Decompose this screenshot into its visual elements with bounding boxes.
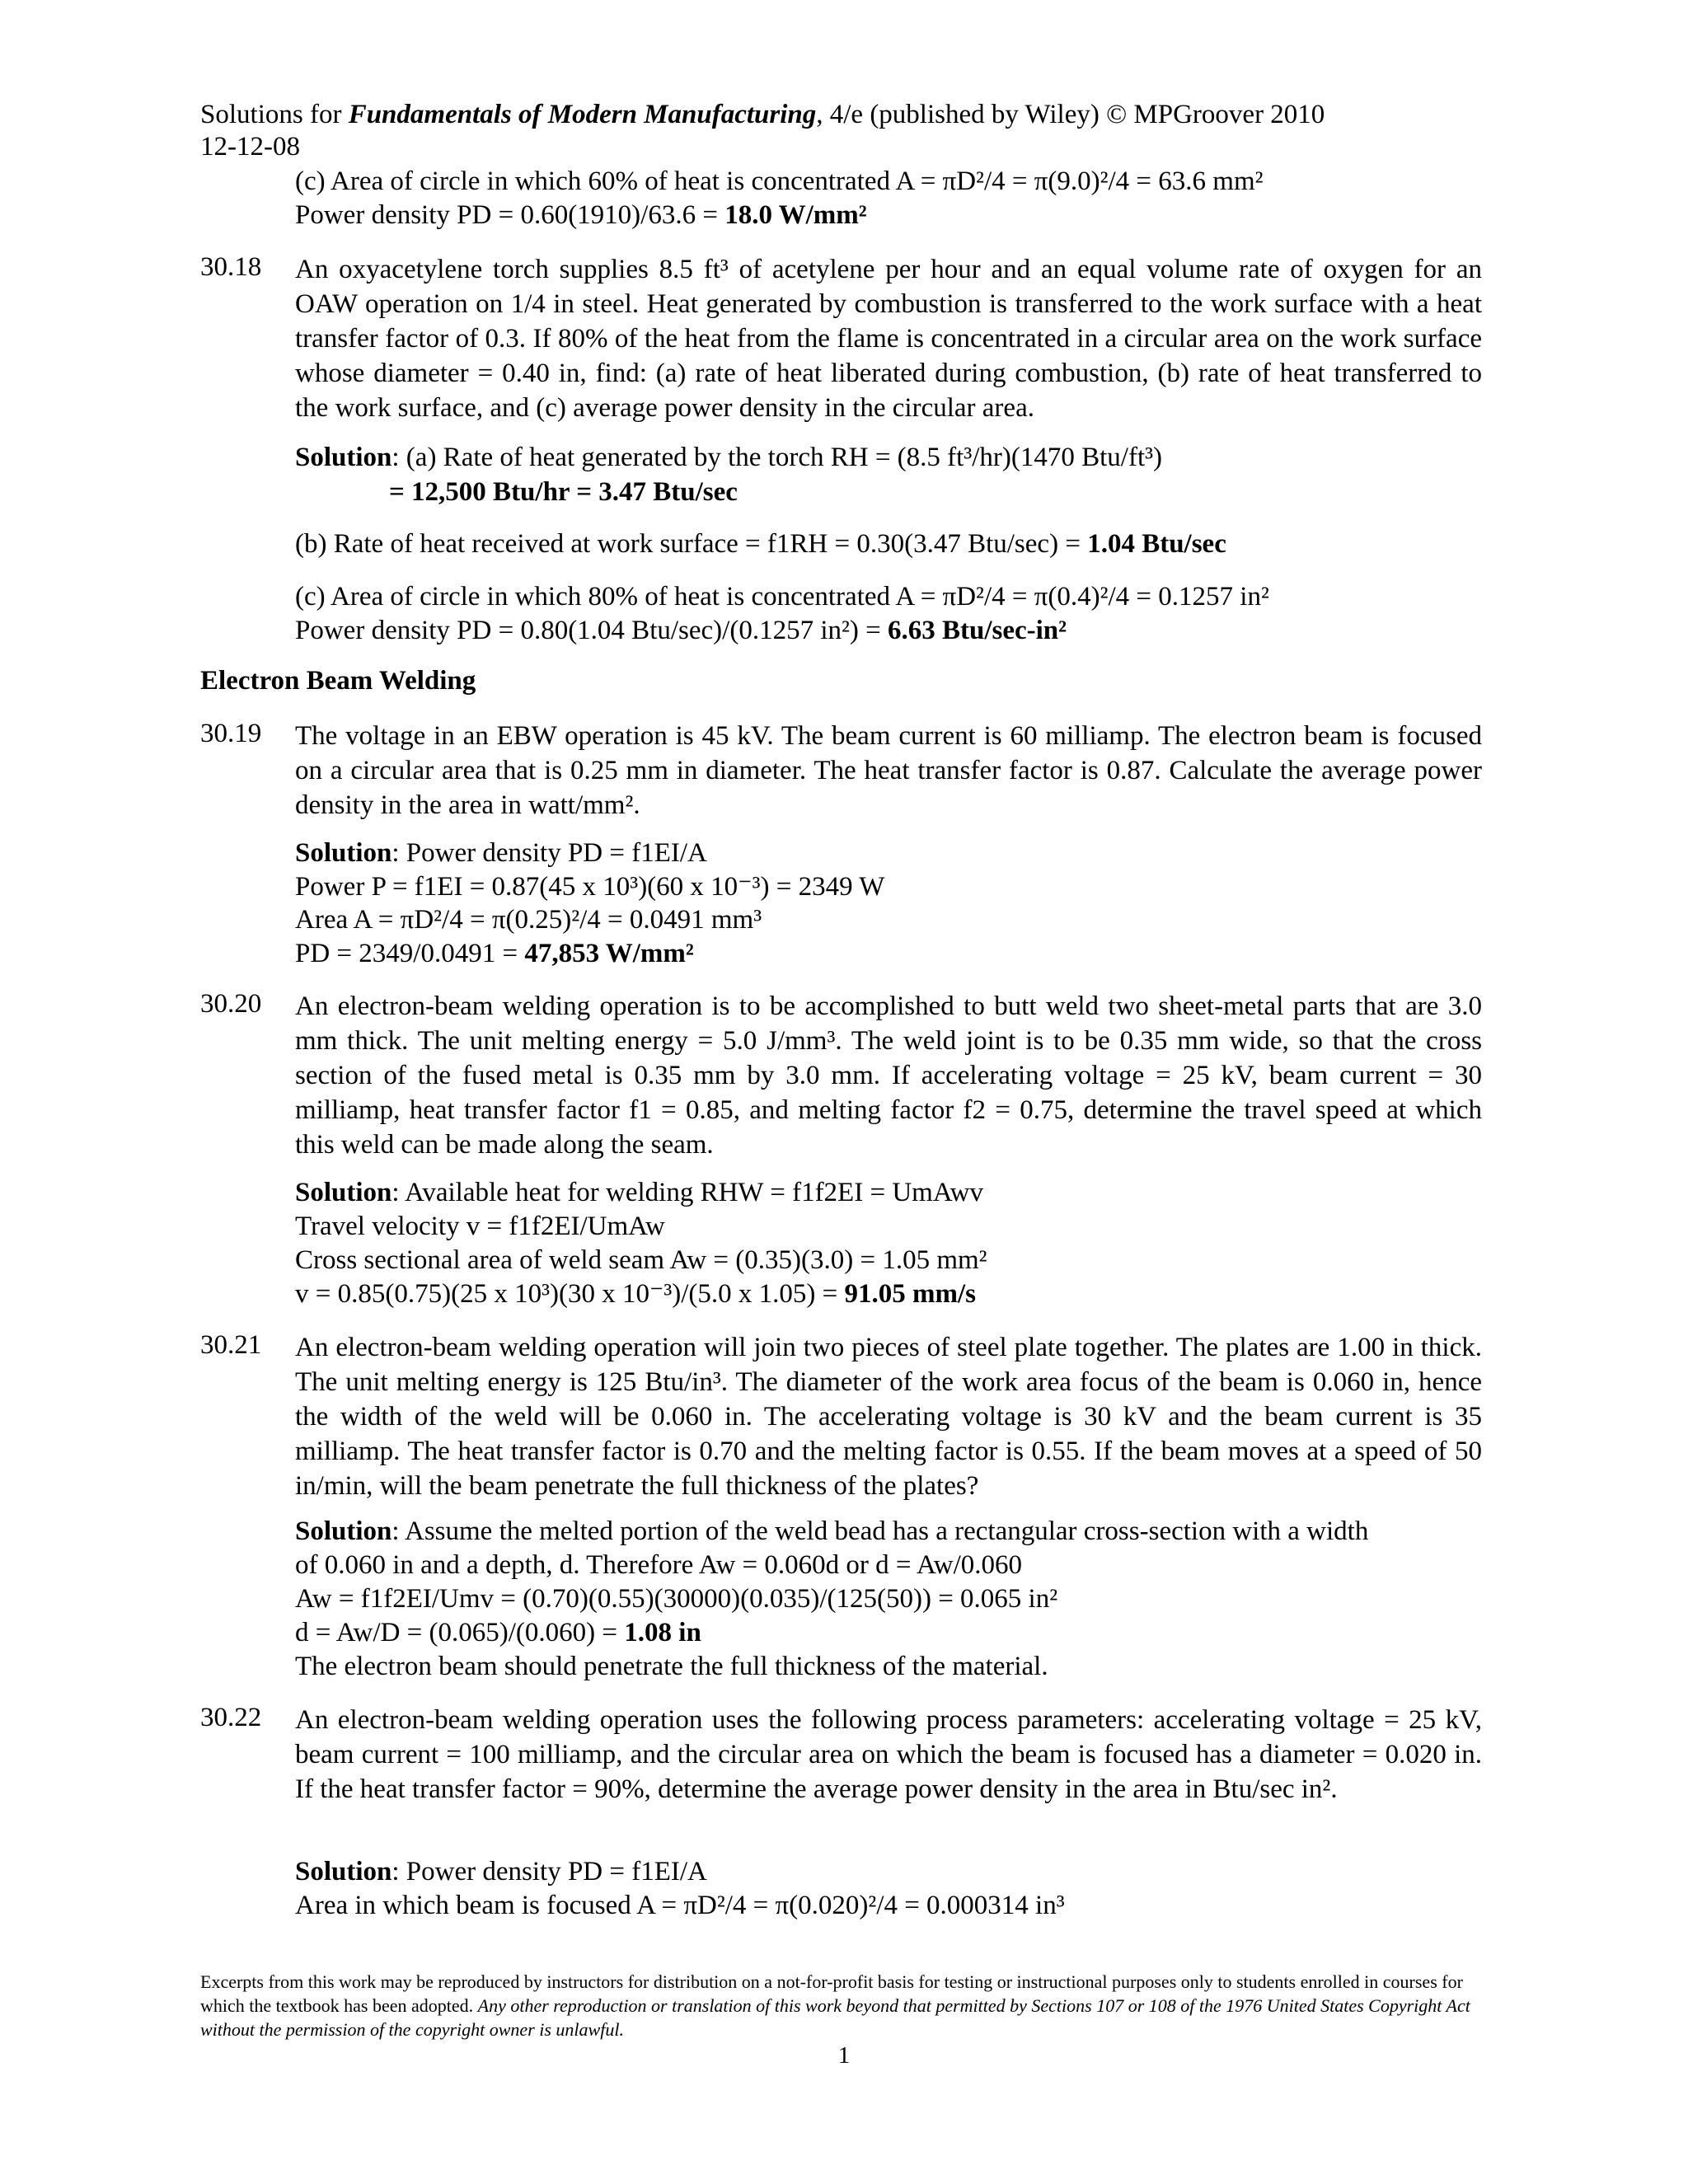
solution-label: Solution	[295, 1516, 392, 1546]
problem-number: 30.18	[200, 252, 262, 282]
footer-text: Excerpts from this work may be reproduced by instructors for distribution on a not-for-profit basis for testing or instructional purposes only to students enrolled in courses for which the textbook has been adopted.	[200, 1971, 1463, 2016]
solution-line: Travel velocity v = f1f2EI/UmAw	[295, 1212, 665, 1241]
solution-result: 1.08 in	[624, 1618, 701, 1647]
solution-c2-text: Power density PD = 0.80(1.04 Btu/sec)/(0.1257 in²) =	[295, 616, 888, 645]
problem-number: 30.21	[200, 1330, 262, 1360]
solution-label: Solution	[295, 1178, 392, 1207]
problem-number: 30.20	[200, 989, 262, 1019]
solution-text: d = Aw/D = (0.065)/(0.060) =	[295, 1618, 625, 1647]
solution-text: : Power density PD = f1EI/A	[392, 1857, 707, 1886]
solution-b-text: (b) Rate of heat received at work surface = f1RH = 0.30(3.47 Btu/sec) =	[295, 529, 1088, 559]
solution-result: 91.05 mm/s	[844, 1279, 977, 1309]
solution-line	[295, 1175, 983, 1210]
header-line	[200, 97, 1325, 132]
top-c-text: (c) Area of circle in which 60% of heat is concentrated	[295, 166, 896, 196]
header-prefix: Solutions for	[200, 100, 349, 129]
solution-a-text: : (a) Rate of heat generated by the torch RH = (8.5 ft³/hr)(1470 Btu/ft³)	[392, 443, 1162, 472]
solution-label: Solution	[295, 1857, 392, 1886]
solution-line: Cross sectional area of weld seam Aw = (0.35)(3.0) = 1.05 mm²	[295, 1245, 987, 1275]
section-heading: Electron Beam Welding	[200, 666, 476, 696]
solution-text: v = 0.85(0.75)(25 x 10³)(30 x 10⁻³)/(5.0 x 1.05) =	[295, 1279, 845, 1309]
solution-c: (c) Area of circle in which 80% of heat is concentrated A = πD²/4 = π(0.4)²/4 = 0.1257 in²	[295, 582, 1269, 612]
footer-italic-text: Any other reproduction or translation of this work beyond that permitted by Sections 107 or 108 of the 1976 United States Copyright Act without the permission of the copyright owner is unlawful.	[200, 1995, 1470, 2040]
problem-text: An oxyacetylene torch supplies 8.5 ft³ of acetylene per hour and an equal volume rate of oxygen for an OAW operation on 1/4 in steel. Heat generated by combustion is transferred to the work surface with a heat transfer factor of 0.3. If 80% of the heat from the flame is concentrated in a circular area on the work surface whose diameter = 0.40 in, find: (a) rate of heat liberated during combustion, (b) rate of heat transferred to the work surface, and (c) average power density in the circular area.	[295, 255, 1482, 423]
solution-line	[295, 836, 707, 870]
header-suffix: , 4/e (published by Wiley) © MPGroover 2010	[816, 100, 1325, 129]
solution-a	[295, 440, 1162, 475]
problem-text: An electron-beam welding operation uses the following process parameters: accelerating voltage = 25 kV, beam current = 100 milliamp, and the circular area on which the beam is focused has a diameter = 0.020 in. If the heat transfer factor = 90%, determine the average power density in the area in Btu/sec in².	[295, 1705, 1482, 1804]
solution-line: Power P = f1EI = 0.87(45 x 10³)(60 x 10⁻³) = 2349 W	[295, 872, 885, 902]
solution-text: : Power density PD = f1EI/A	[392, 838, 707, 868]
top-pd-line	[295, 198, 867, 232]
solution-line: Area in which beam is focused A = πD²/4 = π(0.020)²/4 = 0.000314 in³	[295, 1891, 1065, 1920]
top-c-line	[295, 164, 1264, 199]
problem-number: 30.19	[200, 719, 262, 748]
solution-a-result-text: = 12,500 Btu/hr = 3.47 Btu/sec	[389, 477, 738, 507]
problem-text: The voltage in an EBW operation is 45 kV. The beam current is 60 milliamp. The electron beam is focused on a circular area that is 0.25 mm in diameter. The heat transfer factor is 0.87. Calculate the average power density in the area in watt/mm².	[295, 721, 1482, 820]
solution-c2	[295, 613, 1067, 648]
solution-label: Solution	[295, 838, 392, 868]
problem-text: An electron-beam welding operation will join two pieces of steel plate together. The plates are 1.00 in thick. The unit melting energy is 125 Btu/in³. The diameter of the work area focus of the beam is 0.060 in, hence the width of the weld will be 0.060 in. The accelerating voltage is 30 kV and the beam current is 35 milliamp. The heat transfer factor is 0.70 and the melting factor is 0.55. If the beam moves at a speed of 50 in/min, will the beam penetrate the full thickness of the plates?	[295, 1333, 1482, 1501]
solution-line	[295, 1277, 976, 1311]
solution-b-result: 1.04 Btu/sec	[1087, 529, 1226, 559]
solution-line: of 0.060 in and a depth, d. Therefore Aw = 0.060d or d = Aw/0.060	[295, 1550, 1022, 1580]
book-title: Fundamentals of Modern Manufacturing	[348, 100, 817, 129]
solution-result: 47,853 W/mm²	[524, 939, 694, 968]
solution-a-result	[389, 475, 738, 509]
solution-line: Aw = f1f2EI/Umv = (0.70)(0.55)(30000)(0.035)/(125(50)) = 0.065 in²	[295, 1584, 1058, 1614]
solution-line	[295, 1615, 701, 1650]
top-pd-result: 18.0 W/mm²	[724, 200, 867, 230]
solution-label: Solution	[295, 443, 392, 472]
header-date: 12-12-08	[200, 132, 300, 162]
solution-line	[295, 1854, 707, 1889]
top-pd-text: Power density PD = 0.60(1910)/63.6 =	[295, 200, 725, 230]
page-number: 1	[837, 2042, 851, 2069]
solution-line	[295, 936, 694, 971]
solution-text: : Assume the melted portion of the weld bead has a rectangular cross-section with a width	[392, 1516, 1369, 1546]
problem-number: 30.22	[200, 1703, 262, 1732]
solution-line	[295, 1514, 1368, 1549]
solution-text: PD = 2349/0.0491 =	[295, 939, 525, 968]
solution-b	[295, 527, 1226, 561]
copyright-footer	[200, 1970, 1486, 2041]
solution-line: Area A = πD²/4 = π(0.25)²/4 = 0.0491 mm³	[295, 905, 762, 935]
solution-c2-result: 6.63 Btu/sec-in²	[887, 616, 1067, 645]
solution-text: : Available heat for welding RHW = f1f2EI = UmAwv	[392, 1178, 983, 1207]
solution-line: The electron beam should penetrate the full thickness of the material.	[295, 1652, 1048, 1681]
top-c-formula: A = πD²/4 = π(9.0)²/4 = 63.6 mm²	[895, 166, 1264, 196]
problem-text: An electron-beam welding operation is to be accomplished to butt weld two sheet-metal parts that are 3.0 mm thick. The unit melting energy = 5.0 J/mm³. The weld joint is to be 0.35 mm wide, so that the cross section of the fused metal is 0.35 mm by 3.0 mm. If accelerating voltage = 25 kV, beam current = 30 milliamp, heat transfer factor f1 = 0.85, and melting factor f2 = 0.75, determine the travel speed at which this weld can be made along the seam.	[295, 991, 1482, 1160]
